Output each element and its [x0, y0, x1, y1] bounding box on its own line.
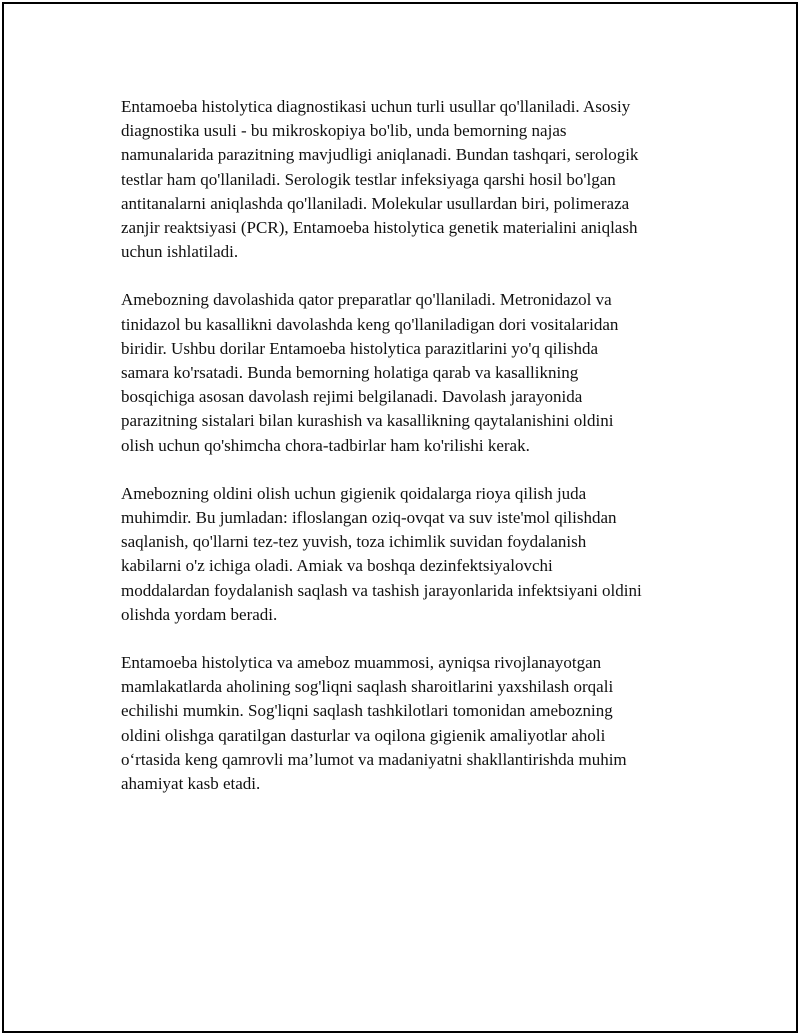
text-line: parazitning sistalari bilan kurashish va kasallikning qaytalanishini oldini	[121, 411, 614, 431]
text-line: biridir. Ushbu dorilar Entamoeba histolytica parazitlarini yo'q qilishda	[121, 338, 599, 358]
text-line: saqlanish, qo'llarni tez-tez yuvish, toza ichimlik suvidan foydalanish	[121, 532, 587, 552]
text-line: olishda yordam beradi.	[121, 604, 278, 624]
paragraph-prevention	[121, 482, 687, 627]
paragraph-public-health	[121, 651, 687, 796]
text-line: namunalarida parazitning mavjudligi aniqlanadi. Bundan tashqari, serologik	[121, 145, 639, 165]
text-line: oldini olishga qaratilgan dasturlar va oqilona gigienik amaliyotlar aholi	[121, 725, 606, 745]
text-line: samara ko'rsatadi. Bunda bemorning holatiga qarab va kasallikning	[121, 363, 579, 383]
text-line: echilishi mumkin. Sog'liqni saqlash tashkilotlari tomonidan amebozning	[121, 701, 613, 721]
text-line: testlar ham qo'llaniladi. Serologik testlar infeksiyaga qarshi hosil bo'lgan	[121, 169, 616, 189]
text-line: tinidazol bu kasallikni davolashda keng qo'llaniladigan dori vositalaridan	[121, 314, 619, 334]
paragraph-treatment	[121, 288, 687, 457]
text-line: muhimdir. Bu jumladan: ifloslangan oziq-ovqat va suv iste'mol qilishdan	[121, 508, 617, 528]
text-line: o‘rtasida keng qamrovli ma’lumot va madaniyatni shakllantirishda muhim	[121, 749, 627, 769]
document-page	[2, 2, 798, 1033]
text-line: kabilarni o'z ichiga oladi. Amiak va boshqa dezinfektsiyalovchi	[121, 556, 553, 576]
text-line: moddalardan foydalanish saqlash va tashish jarayonlarida infektsiyani oldini	[121, 580, 642, 600]
text-line: olish uchun qo'shimcha chora-tadbirlar ham ko'rilishi kerak.	[121, 435, 530, 455]
text-line: Entamoeba histolytica diagnostikasi uchun turli usullar qo'llaniladi. Asosiy	[121, 97, 631, 116]
text-line: antitanalarni aniqlashda qo'llaniladi. Molekular usullardan biri, polimeraza	[121, 193, 630, 213]
paragraph-diagnostics	[121, 95, 687, 264]
text-line: zanjir reaktsiyasi (PCR), Entamoeba histolytica genetik materialini aniqlash	[121, 218, 638, 238]
text-line: Entamoeba histolytica va ameboz muammosi, ayniqsa rivojlanayotgan	[121, 653, 602, 673]
text-line: bosqichiga asosan davolash rejimi belgilanadi. Davolash jarayonida	[121, 387, 583, 407]
text-line: uchun ishlatiladi.	[121, 242, 239, 262]
document-body	[121, 95, 687, 820]
text-line: Amebozning oldini olish uchun gigienik qoidalarga rioya qilish juda	[121, 483, 587, 503]
text-line: ahamiyat kasb etadi.	[121, 774, 261, 794]
text-line: diagnostika usuli - bu mikroskopiya bo'lib, unda bemorning najas	[121, 121, 567, 141]
text-line: Amebozning davolashida qator preparatlar qo'llaniladi. Metronidazol va	[121, 290, 612, 310]
text-line: mamlakatlarda aholining sog'liqni saqlash sharoitlarini yaxshilash orqali	[121, 677, 614, 697]
